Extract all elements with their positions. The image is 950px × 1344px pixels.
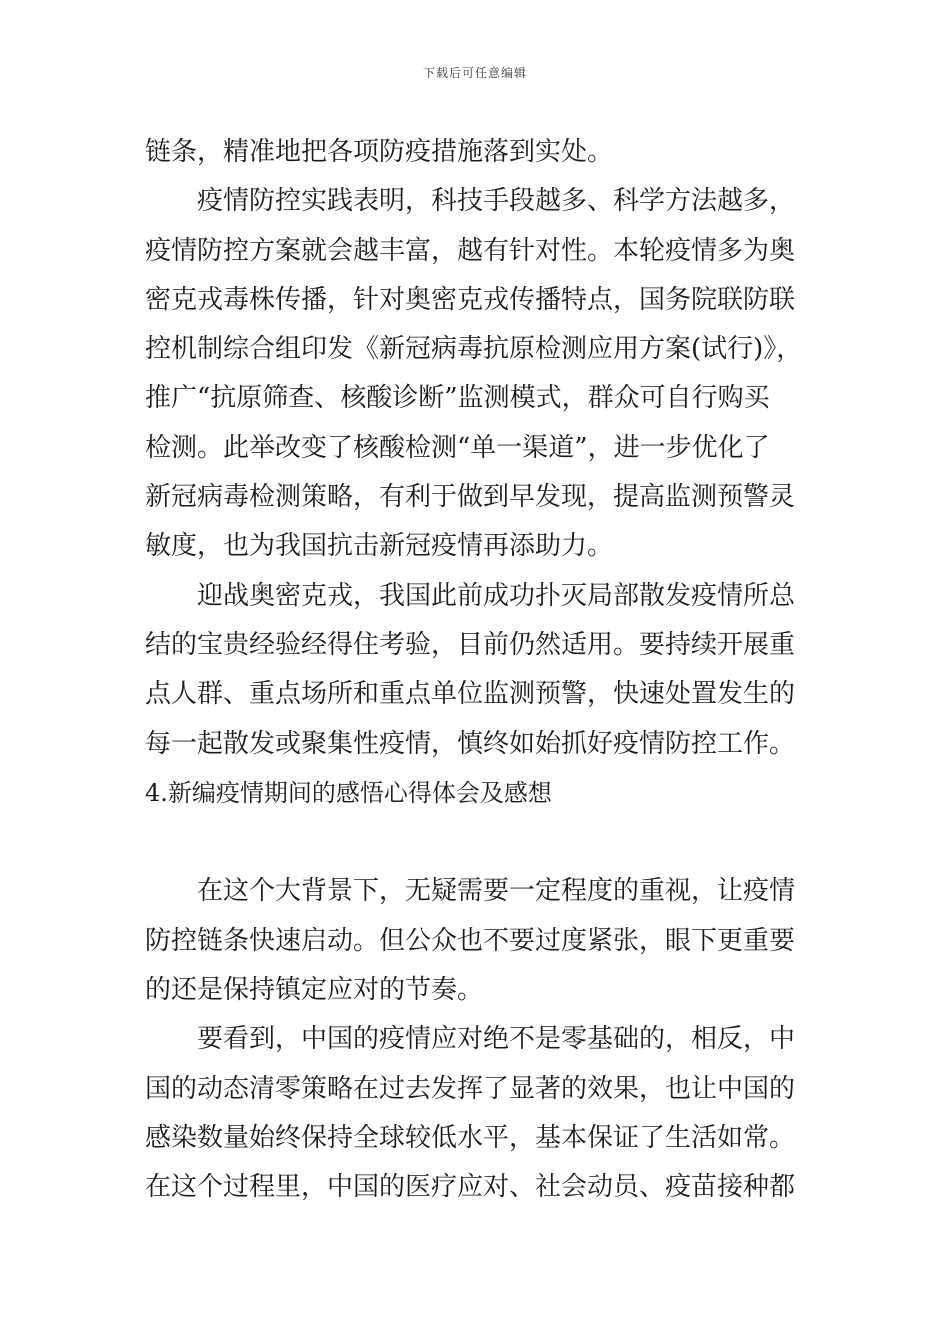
text-line: 新冠病毒检测策略，有利于做到早发现，提高监测预警灵 <box>145 482 796 513</box>
text-line: 防控链条快速启动。但公众也不要过度紧张，眼下更重要 <box>145 925 796 956</box>
blank-line <box>145 818 807 867</box>
text-line: 在这个过程里，中国的医疗应对、社会动员、疫苗接种都 <box>145 1172 796 1203</box>
text-line: 迎战奥密克戎，我国此前成功扑灭局部散发疫情所总 <box>197 580 796 611</box>
text-line: 的还是保持镇定应对的节奏。 <box>145 975 484 1006</box>
paragraph-background <box>145 867 807 1015</box>
paragraph-china-response <box>145 1015 807 1212</box>
text-line: 链条，精准地把各项防疫措施落到实处。 <box>145 137 614 167</box>
text-line: 疫情防控实践表明，科技手段越多、科学方法越多， <box>197 186 796 217</box>
text-line: 要看到，中国的疫情应对绝不是零基础的，相反，中 <box>197 1024 796 1055</box>
text-line: 结的宝贵经验经得住考验，目前仍然适用。要持续开展重 <box>145 629 796 660</box>
text-line: 每一起散发或聚集性疫情，慎终如始抓好疫情防控工作。 <box>145 728 796 759</box>
page-header: 下载后可任意编辑 <box>422 66 527 80</box>
text-line: 在这个大背景下，无疑需要一定程度的重视，让疫情 <box>197 876 796 907</box>
text-line: 感染数量始终保持全球较低水平，基本保证了生活如常。 <box>145 1122 796 1153</box>
text-line: 密克戎毒株传播，针对奥密克戎传播特点，国务院联防联 <box>145 284 796 315</box>
paragraph-tech-measures <box>145 177 807 571</box>
text-line: 国的动态清零策略在过去发挥了显著的效果，也让中国的 <box>145 1073 796 1104</box>
text-line: 推广“抗原筛查、核酸诊断”监测模式，群众可自行购买 <box>145 383 770 414</box>
document-body <box>145 128 807 1213</box>
paragraph-continuation <box>145 128 807 177</box>
text-line: 敏度，也为我国抗击新冠疫情再添助力。 <box>145 531 614 562</box>
text-line: 点人群、重点场所和重点单位监测预警，快速处置发生的 <box>145 679 796 710</box>
text-line: 控机制综合组印发《新冠病毒抗原检测应用方案(试行)》， <box>145 334 803 365</box>
section-heading: 4.新编疫情期间的感悟心得体会及感想 <box>145 778 552 807</box>
text-line: 疫情防控方案就会越丰富，越有针对性。本轮疫情多为奥 <box>145 235 796 266</box>
paragraph-omicron-response <box>145 572 807 769</box>
text-line: 检测。此举改变了核酸检测“单一渠道”，进一步优化了 <box>145 432 770 463</box>
